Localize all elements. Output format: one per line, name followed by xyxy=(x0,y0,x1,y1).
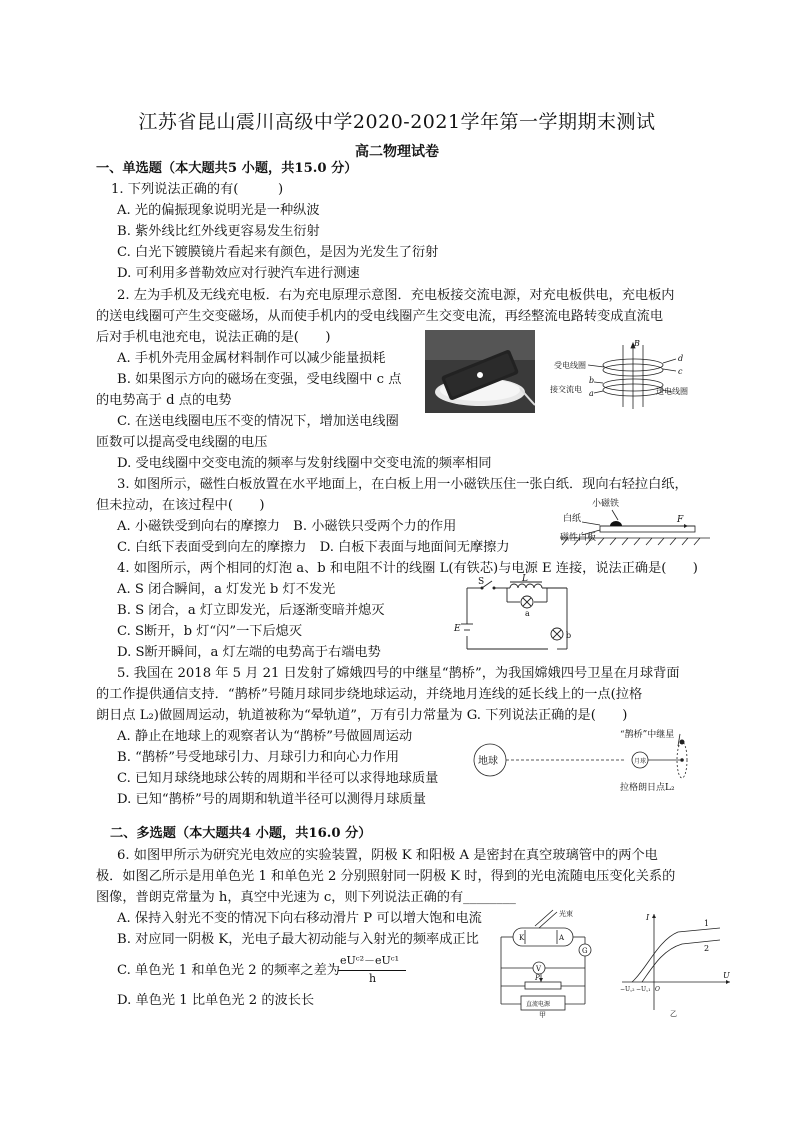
q5-option-b: B. “鹊桥”号受地球引力、月球引力和向心力作用 xyxy=(117,750,400,765)
origin-label-O: O xyxy=(655,986,660,993)
q4-stem: 4. 如图所示，两个相同的灯泡 a、b 和电阻不计的线圈 L(有铁芯)与电源 E 连接，说法正确是( ) xyxy=(117,561,698,576)
source-label-E: E xyxy=(454,624,461,634)
q1-option-c: C. 白光下镀膜镜片看起来有颜色，是因为光发生了衍射 xyxy=(117,245,439,260)
phone-charger-photo xyxy=(425,330,535,413)
tick-label-uc2: −U꜀₂ xyxy=(620,986,635,993)
q6-option-c-fraction-bar xyxy=(338,970,406,971)
q5-stem-line1: 5. 我国在 2018 年 5 月 21 日发射了嫦娥四号的中继星“鹊桥”，为我国嫦娥四号卫星在月球背面 xyxy=(117,666,680,681)
magnet-label: 小磁铁 xyxy=(592,499,620,509)
sender-coil-label: 送电线圈 xyxy=(656,387,688,396)
magnetic-board-diagram xyxy=(560,490,710,550)
inductor-circuit-diagram xyxy=(452,574,582,654)
axis-label-I: I xyxy=(646,913,650,922)
q2-option-c-line1: C. 在送电线圈电压不变的情况下，增加送电线圈 xyxy=(117,414,399,429)
curve-label-2: 2 xyxy=(704,944,710,953)
q2-option-c-line2: 匝数可以提高受电线圈的电压 xyxy=(96,435,268,450)
figure-caption-yi: 乙 xyxy=(670,1010,677,1018)
terminal-label-a: a xyxy=(589,389,594,398)
curve-label-1: 1 xyxy=(704,919,710,928)
q6-stem-line1: 6. 如图甲所示为研究光电效应的实验装置，阴极 K 和阳极 A 是密封在真空玻璃管中的两个电 xyxy=(117,848,658,863)
cathode-label-K: K xyxy=(519,934,525,942)
q5-option-d: D. 已知“鹊桥”号的周期和轨道半径可以测得月球质量 xyxy=(117,792,426,807)
q2-stem-line1: 2. 左为手机及无线充电板．右为充电原理示意图．充电板接交流电源，对充电板供电，充电板内 xyxy=(117,288,675,303)
paper-label: 白纸 xyxy=(563,514,582,524)
q1-option-b: B. 紫外线比红外线更容易发生衍射 xyxy=(117,224,320,239)
q4-option-c: C. S断开，b 灯“闪”一下后熄灭 xyxy=(117,624,303,639)
q6-option-c-numerator: eUᶜ²－eUᶜ¹ xyxy=(340,954,399,967)
moon-label: 月球 xyxy=(634,758,647,765)
q1-option-a: A. 光的偏振现象说明光是一种纵波 xyxy=(117,203,320,218)
q2-option-d: D. 受电线圈中交变电流的频率与发射线圈中交变电流的频率相同 xyxy=(117,456,492,471)
q3-options-ab: A. 小磁铁受到向右的摩擦力 B. 小磁铁只受两个力的作用 xyxy=(117,519,457,534)
q6-stem-line3: 图像，普朗克常量为 h，真空中光速为 c，则下列说法正确的有________ xyxy=(96,890,516,905)
q4-option-a: A. S 闭合瞬间，a 灯发光 b 灯不发光 xyxy=(117,582,336,597)
q2-stem-line2: 的送电线圈可产生交变磁场，从而使手机内的受电线圈产生交变电流，再经整流电路转变成直流电 xyxy=(96,309,664,324)
q5-stem-line2: 的工作提供通信支持．“鹊桥”号随月球同步绕地球运动，并绕地月连线的延长线上的一点(拉格 xyxy=(96,687,643,702)
field-label-B: B xyxy=(634,339,640,348)
axis-label-U: U xyxy=(723,971,730,980)
q2-option-b-line2: 的电势高于 d 点的电势 xyxy=(96,393,232,408)
page-subtitle: 高二物理试卷 xyxy=(355,144,439,160)
earth-moon-lagrange-diagram xyxy=(470,726,710,798)
q6-stem-line2: 极．如图乙所示是用单色光 1 和单色光 2 分别照射同一阴极 K 时，得到的光电流随电压变化关系的 xyxy=(96,869,676,884)
anode-label-A: A xyxy=(559,934,565,942)
relay-satellite-label: “鹊桥”中继星 xyxy=(620,730,675,740)
q3-stem-line2: 但未拉动，在该过程中( ) xyxy=(96,498,265,513)
receiver-coil-label: 受电线圈 xyxy=(554,361,586,370)
q4-option-d: D. S断开瞬间，a 灯左端的电势高于右端电势 xyxy=(117,645,381,660)
q1-option-d: D. 可利用多普勒效应对行驶汽车进行测速 xyxy=(117,266,360,281)
lamp-label-b: b xyxy=(566,631,572,640)
q4-option-b: B. S 闭合，a 灯立即发光，后逐渐变暗并熄灭 xyxy=(117,603,385,618)
tick-label-uc1: −U꜀₁ xyxy=(636,986,651,993)
dc-source-label: 直流电源 xyxy=(526,1001,551,1008)
photocurrent-voltage-graph xyxy=(618,910,736,1020)
figure-caption-jia: 甲 xyxy=(539,1011,546,1018)
section-heading-single-choice: 一、单选题（本大题共5 小题，共15.0 分） xyxy=(96,161,358,176)
lagrange-point-label: 拉格朗日点L₂ xyxy=(620,783,675,793)
q2-option-b-line1: B. 如果图示方向的磁场在变强，受电线圈中 c 点 xyxy=(117,372,402,387)
q6-option-c-denominator: h xyxy=(369,972,377,985)
q6-option-a: A. 保持入射光不变的情况下向右移动滑片 P 可以增大饱和电流 xyxy=(117,911,482,926)
q2-stem-line3: 后对手机电池充电，说法正确的是( ) xyxy=(96,330,331,345)
q3-stem-line1: 3. 如图所示，磁性白板放置在水平地面上，在白板上用一小磁铁压住一张白纸．现向右轻拉白纸， xyxy=(117,477,688,492)
force-label-F: F xyxy=(677,515,684,525)
inductor-label-L: L xyxy=(522,574,528,584)
coil-principle-diagram xyxy=(548,335,698,415)
voltmeter-label-V: V xyxy=(536,965,542,973)
terminal-label-b: b xyxy=(589,376,595,385)
q2-option-a: A. 手机外壳用金属材料制作可以减少能量损耗 xyxy=(117,351,386,366)
ac-source-label: 接交流电 xyxy=(550,385,582,394)
terminal-label-c: c xyxy=(678,367,683,376)
section-heading-multiple-choice: 二、多选题（本大题共4 小题，共16.0 分） xyxy=(110,826,372,841)
q6-option-d: D. 单色光 1 比单色光 2 的波长长 xyxy=(117,993,315,1008)
q6-option-b: B. 对应同一阴极 K，光电子最大初动能与入射光的频率成正比 xyxy=(117,932,479,947)
light-beam-label: 光束 xyxy=(559,910,573,918)
q3-options-cd: C. 白纸下表面受到向左的摩擦力 D. 白板下表面与地面间无摩擦力 xyxy=(117,540,510,555)
q1-stem: 1. 下列说法正确的有( ) xyxy=(111,182,284,197)
switch-label-S: S xyxy=(478,577,485,587)
q5-option-a: A. 静止在地球上的观察者认为“鹊桥”号做圆周运动 xyxy=(117,729,413,744)
slider-label-P: P xyxy=(535,974,540,982)
photoelectric-apparatus-diagram xyxy=(495,906,595,1018)
galvanometer-label-G: G xyxy=(582,947,588,955)
earth-label: 地球 xyxy=(478,756,498,767)
board-label: 磁性白板 xyxy=(560,533,597,543)
terminal-label-d: d xyxy=(678,354,684,363)
q5-option-c: C. 已知月球绕地球公转的周期和半径可以求得地球质量 xyxy=(117,771,439,786)
q5-stem-line3: 朗日点 L₂)做圆周运动，轨道被称为“晕轨道”，万有引力常量为 G. 下列说法正确的是( ) xyxy=(96,708,628,723)
lamp-label-a: a xyxy=(525,609,530,618)
page-title: 江苏省昆山震川高级中学2020-2021学年第一学期期末测试 xyxy=(138,111,656,133)
q6-option-c: C. 单色光 1 和单色光 2 的频率之差为 xyxy=(117,963,340,978)
